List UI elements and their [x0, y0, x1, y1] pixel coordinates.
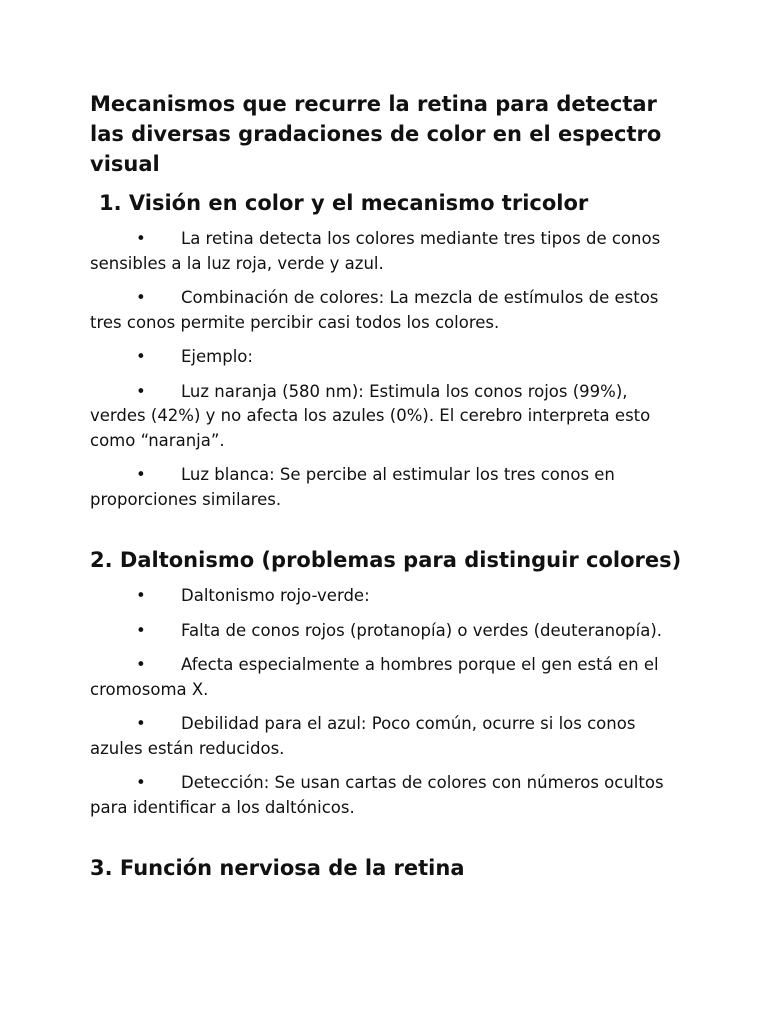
bullet-icon: •: [136, 229, 146, 248]
list-item-text: Detección: Se usan cartas de colores con números ocultos para identificar a los daltónicos.: [90, 773, 664, 817]
document-page: [90, 89, 690, 882]
list-item-text: Daltonismo rojo-verde:: [181, 586, 370, 605]
list-item: [90, 771, 680, 820]
section-heading-daltonismo: 2. Daltonismo (problemas para distinguir colores): [90, 548, 682, 572]
list-item: [90, 584, 680, 609]
bullet-icon: •: [136, 381, 146, 401]
list-item-text: Falta de conos rojos (protanopía) o verdes (deuteranopía).: [181, 620, 663, 640]
list-item-text: Debilidad para el azul: Poco común, ocurre si los conos azules están reducidos.: [90, 714, 636, 758]
list-item: [90, 286, 680, 335]
section-heading-vision-color: 1. Visión en color y el mecanismo tricolor: [99, 191, 589, 215]
bullet-icon: •: [136, 773, 146, 792]
list-item-text: Luz blanca: Se percibe al estimular los tres conos en proporciones similares.: [90, 465, 615, 509]
list-item-text: Afecta especialmente a hombres porque el gen está en el cromosoma X.: [90, 655, 659, 699]
list-item: [90, 712, 680, 761]
list-item: [90, 619, 680, 644]
bullet-icon: •: [136, 586, 146, 605]
bullet-icon: •: [136, 347, 146, 366]
bullet-icon: •: [136, 655, 146, 674]
bullet-icon: •: [136, 714, 146, 733]
bullet-icon: •: [136, 465, 146, 484]
bullet-icon: •: [136, 288, 146, 307]
list-item: [90, 227, 680, 276]
list-item: [90, 653, 680, 702]
section-2-bullet-list: [90, 584, 690, 820]
list-item: [90, 345, 680, 370]
list-item: [90, 463, 680, 512]
section-1-bullet-list: [90, 227, 690, 512]
list-item-text: Combinación de colores: La mezcla de estímulos de estos tres conos permite percibir casi todos los colores.: [90, 288, 659, 332]
section-heading-funcion-nerviosa: 3. Función nerviosa de la retina: [90, 856, 465, 880]
list-item: [90, 380, 680, 454]
document-title: Mecanismos que recurre la retina para detectar las diversas gradaciones de color en el espectro visual: [90, 92, 662, 176]
bullet-icon: •: [136, 620, 146, 640]
list-item-text: Luz naranja (580 nm): Estimula los conos rojos (99%), verdes (42%) y no afecta los azules (0%). El cerebro interpreta esto como “naranja”.: [90, 381, 651, 450]
list-item-text: La retina detecta los colores mediante tres tipos de conos sensibles a la luz roja, verde y azul.: [90, 229, 661, 273]
list-item-text: Ejemplo:: [181, 347, 253, 366]
